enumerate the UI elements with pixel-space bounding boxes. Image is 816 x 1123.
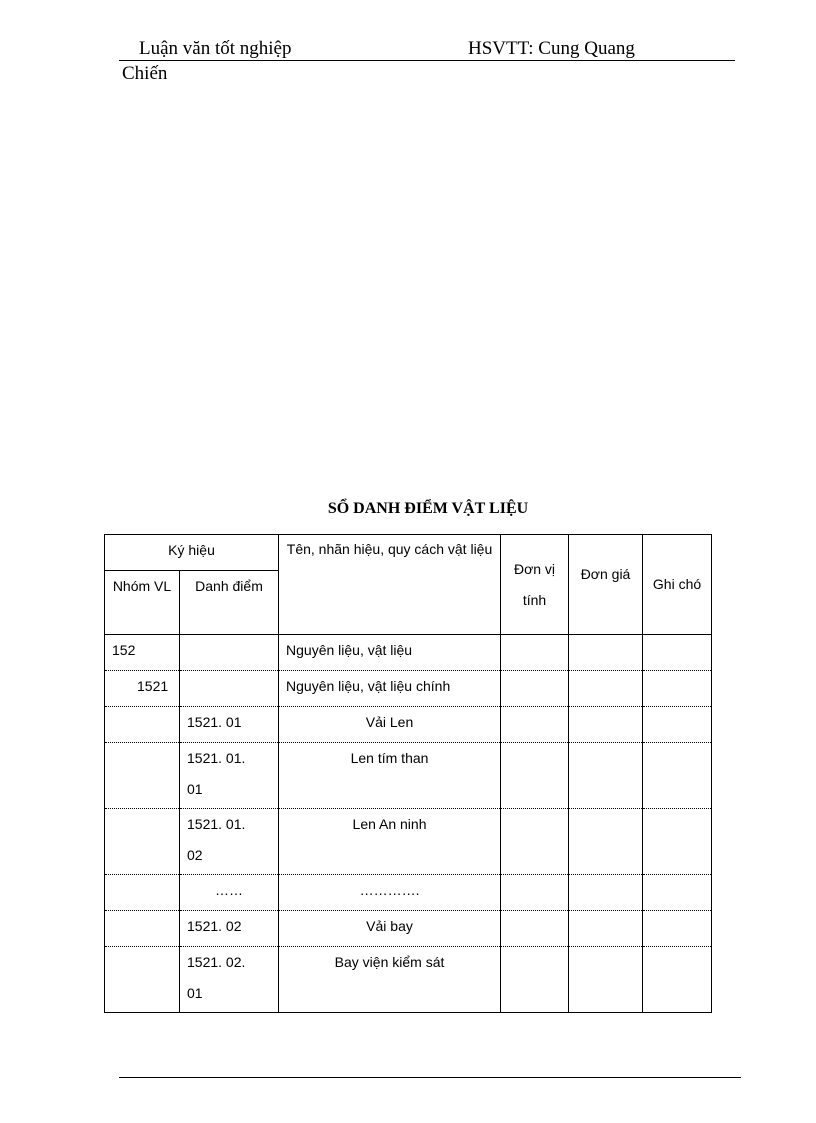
name-cell: Vải bay <box>279 911 501 947</box>
note-cell <box>643 743 712 809</box>
price-cell <box>569 743 643 809</box>
table-row <box>105 671 712 707</box>
name-cell: Vải Len <box>279 707 501 743</box>
note-cell <box>643 947 712 1013</box>
price-cell <box>569 875 643 911</box>
unit-cell <box>501 911 569 947</box>
group-cell <box>105 743 180 809</box>
code-cell: 1521. 01. 01 <box>180 743 279 809</box>
group-cell <box>105 911 180 947</box>
note-cell <box>643 671 712 707</box>
unit-cell <box>501 635 569 671</box>
header-student-name-continued: Chiến <box>122 63 168 84</box>
name-cell: …………. <box>279 875 501 911</box>
price-cell <box>569 707 643 743</box>
note-cell <box>643 707 712 743</box>
table-row <box>105 707 712 743</box>
unit-cell <box>501 671 569 707</box>
code-cell: 1521. 02. 01 <box>180 947 279 1013</box>
header-code: Danh điểm <box>180 571 279 635</box>
note-cell <box>643 809 712 875</box>
material-catalog-table <box>104 534 712 1013</box>
code-cell: …… <box>180 875 279 911</box>
table-row <box>105 635 712 671</box>
name-cell: Len tím than <box>279 743 501 809</box>
header-note: Ghi chó <box>643 535 712 635</box>
code-cell: 1521. 02 <box>180 911 279 947</box>
name-cell: Nguyên liệu, vật liệu <box>279 635 501 671</box>
table-row <box>105 875 712 911</box>
table-row <box>105 809 712 875</box>
price-cell <box>569 635 643 671</box>
unit-cell <box>501 875 569 911</box>
unit-cell <box>501 809 569 875</box>
group-cell <box>105 875 180 911</box>
header-student-name: HSVTT: Cung Quang <box>468 38 635 59</box>
price-cell <box>569 947 643 1013</box>
price-cell <box>569 911 643 947</box>
table-row <box>105 743 712 809</box>
header-price: Đơn giá <box>569 535 643 635</box>
price-cell <box>569 671 643 707</box>
code-cell <box>180 635 279 671</box>
header-unit: Đơn vị tính <box>501 535 569 635</box>
footer-rule <box>119 1077 741 1078</box>
group-cell <box>105 707 180 743</box>
header-thesis-title: Luận văn tốt nghiệp <box>139 38 292 59</box>
table-row <box>105 947 712 1013</box>
unit-cell <box>501 947 569 1013</box>
note-cell <box>643 911 712 947</box>
document-title: SỔ DANH ĐIỂM VẬT LIỆU <box>327 500 529 517</box>
header-material-name: Tên, nhãn hiệu, quy cách vật liệu <box>279 535 501 635</box>
header-group: Nhóm VL <box>105 571 180 635</box>
table-row <box>105 911 712 947</box>
code-cell: 1521. 01. 02 <box>180 809 279 875</box>
page-header <box>119 38 735 61</box>
code-cell <box>180 671 279 707</box>
unit-cell <box>501 743 569 809</box>
note-cell <box>643 635 712 671</box>
note-cell <box>643 875 712 911</box>
price-cell <box>569 809 643 875</box>
code-cell: 1521. 01 <box>180 707 279 743</box>
name-cell: Bay viện kiểm sát <box>279 947 501 1013</box>
name-cell: Len An ninh <box>279 809 501 875</box>
unit-cell <box>501 707 569 743</box>
group-cell: 152 <box>105 635 180 671</box>
group-cell <box>105 809 180 875</box>
group-cell <box>105 947 180 1013</box>
group-cell: 1521 <box>105 671 180 707</box>
name-cell: Nguyên liệu, vật liệu chính <box>279 671 501 707</box>
header-symbol: Ký hiệu <box>105 535 279 571</box>
